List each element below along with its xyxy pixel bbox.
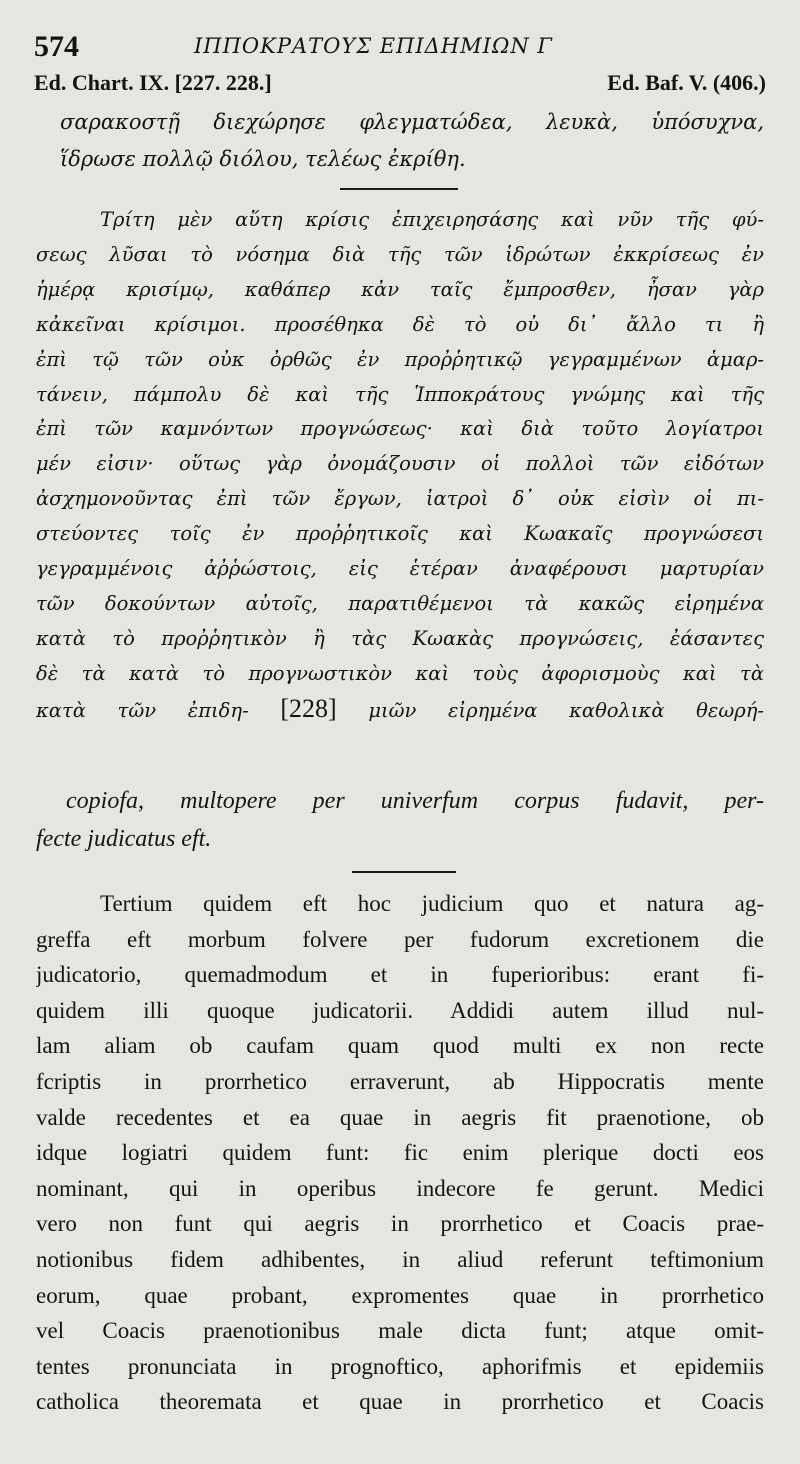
- latin-line: lam aliam ob caufam quam quod multi ex non recte: [36, 1033, 764, 1059]
- edition-reference-right: Ed. Baf. V. (406.): [607, 70, 766, 95]
- greek-line: ἐπὶ τῷ τῶν οὐκ ὀρθῶς ἐν προῤῥητικῷ γεγραμμένων ἁμαρ-: [36, 347, 764, 371]
- greek-line-start: κατὰ τῶν ἐπιδη-: [36, 698, 249, 722]
- latin-line: vero non funt qui aegris in prorrhetico et Coacis prae-: [36, 1211, 764, 1237]
- section-divider: [340, 188, 458, 190]
- greek-line: τῶν δοκούντων αὐτοῖς, παρατιθέμενοι τὰ κακῶς εἰρημένα: [36, 591, 764, 615]
- latin-line: Tertium quidem eft hoc judicium quo et natura ag-: [100, 891, 764, 916]
- latin-italic-line: copiofa, multopere per univerfum corpus fudavit, per-: [66, 788, 764, 814]
- greek-line: σαρακοστῇ διεχώρησε φλεγματώδεα, λευκὰ, ὑπόσυχνα,: [60, 110, 764, 134]
- latin-line: nominant, qui in operibus indecore fe gerunt. Medici: [36, 1175, 764, 1201]
- greek-line: στεύοντες τοῖς ἐν προῤῥητικοῖς καὶ Κωακαῖς προγνώσεσι: [36, 522, 764, 546]
- edition-line: [34, 70, 766, 100]
- greek-text-continuation: [60, 104, 764, 178]
- greek-line: ἀσχημονοῦντας ἐπὶ τῶν ἔργων, ἰατροὶ δ᾽ οὐκ εἰσὶν οἱ πι-: [36, 487, 764, 511]
- latin-line: quidem illi quoque judicatorii. Addidi autem illud nul-: [36, 997, 764, 1023]
- latin-line: tentes pronunciata in prognoftico, aphorifmis et epidemiis: [36, 1353, 764, 1379]
- page-marker: [228]: [280, 693, 337, 723]
- page-number: 574: [34, 30, 79, 63]
- greek-commentary: [36, 203, 764, 729]
- running-title: ΙΠΠΟΚΡΑΤΟΥΣ ΕΠΙΔΗΜΙΩΝ Γ: [194, 34, 553, 58]
- latin-italic-line: fecte judicatus eft.: [36, 826, 212, 852]
- greek-line: Τρίτη μὲν αὕτη κρίσις ἐπιχειρησάσης καὶ νῦν τῆς φύ-: [100, 208, 764, 231]
- latin-line: idque logiatri quidem funt: fic enim plerique docti eos: [36, 1140, 764, 1166]
- greek-line: γεγραμμένοις ἀῤῥώστοις, εἰς ἑτέραν ἀναφέρουσι μαρτυρίαν: [36, 557, 764, 581]
- greek-line: ἵδρωσε πολλῷ διόλου, τελέως ἐκρίθη.: [60, 147, 466, 171]
- latin-line: vel Coacis praenotionibus male dicta funt; atque omit-: [36, 1318, 764, 1344]
- latin-line: valde recedentes et ea quae in aegris fit praenotione, ob: [36, 1104, 764, 1130]
- greek-line: σεως λῦσαι τὸ νόσημα διὰ τῆς τῶν ἱδρώτων ἐκκρίσεως ἐν: [36, 242, 764, 266]
- greek-line-with-page-marker: [36, 692, 764, 729]
- latin-line: greffa eft morbum folvere per fudorum excretionem die: [36, 926, 764, 952]
- latin-line: fcriptis in prorrhetico erraverunt, ab Hippocratis mente: [36, 1068, 764, 1094]
- section-divider: [352, 871, 456, 873]
- edition-reference-left: Ed. Chart. IX. [227. 228.]: [34, 70, 272, 95]
- latin-line: eorum, quae probant, expromentes quae in prorrhetico: [36, 1282, 764, 1308]
- latin-line: catholica theoremata et quae in prorrhetico et Coacis: [36, 1389, 764, 1415]
- latin-commentary: [36, 886, 764, 1420]
- greek-line-end: μιῶν εἰρημένα καθολικὰ θεωρή-: [368, 698, 764, 722]
- greek-line: δὲ τὰ κατὰ τὸ προγνωστικὸν καὶ τοὺς ἀφορισμοὺς καὶ τὰ: [36, 661, 764, 685]
- greek-line: τάνειν, πάμπολυ δὲ καὶ τῆς Ἱπποκράτους γνώμης καὶ τῆς: [36, 382, 764, 406]
- latin-line: notionibus fidem adhibentes, in aliud referunt teftimonium: [36, 1246, 764, 1272]
- latin-text-continuation: [36, 782, 764, 858]
- page-header: [34, 30, 766, 66]
- greek-line: μέν εἰσιν· οὕτως γὰρ ὀνομάζουσιν οἱ πολλοὶ τῶν εἰδότων: [36, 452, 764, 476]
- greek-line: ἡμέρᾳ κρισίμῳ, καθάπερ κἀν ταῖς ἔμπροσθεν, ἦσαν γὰρ: [36, 277, 764, 301]
- greek-line: κἀκεῖναι κρίσιμοι. προσέθηκα δὲ τὸ οὐ δι᾽ ἄλλο τι ἢ: [36, 312, 764, 336]
- greek-line: κατὰ τὸ προῤῥητικὸν ἢ τὰς Κωακὰς προγνώσεις, ἐάσαντες: [36, 626, 764, 650]
- latin-line: judicatorio, quemadmodum et in fuperioribus: erant fi-: [36, 962, 764, 988]
- greek-line: ἐπὶ τῶν καμνόντων προγνώσεως· καὶ διὰ τοῦτο λογίατροι: [36, 417, 764, 441]
